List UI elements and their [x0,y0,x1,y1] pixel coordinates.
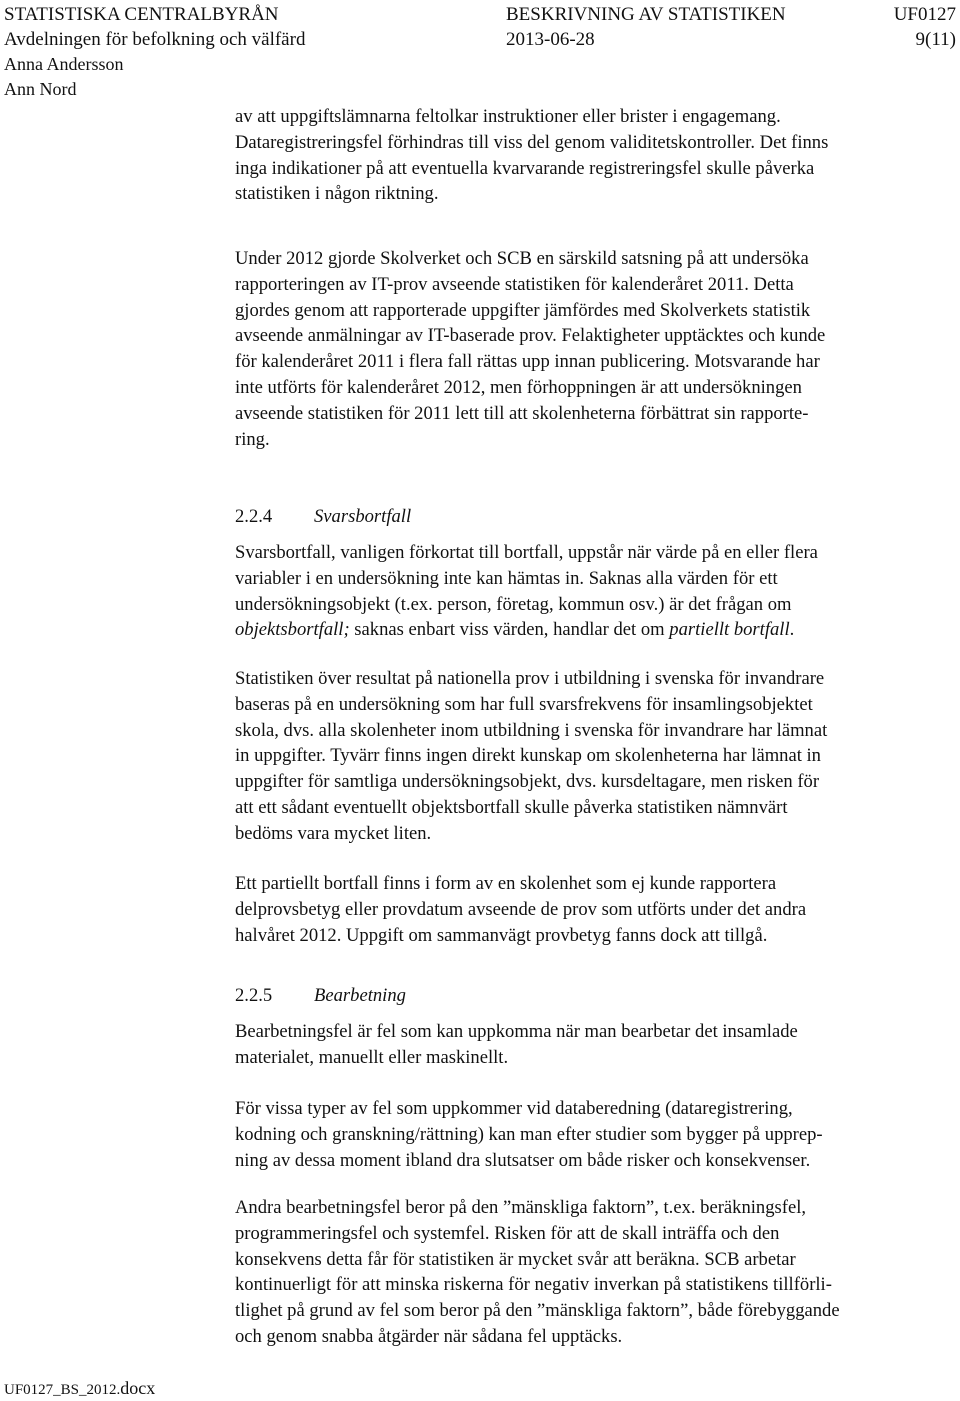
text-line: avseende statistiken för 2011 lett till att skolenheterna förbättrat sin rapporte- [235,402,809,424]
text-line: bedöms vara mycket liten. [235,822,432,844]
text-line: av att uppgiftslämnarna feltolkar instruktioner eller brister i engagemang. [235,106,781,127]
section-heading-bearbetning [235,983,406,1009]
page-footer [4,1378,155,1400]
footer-filename: UF0127_BS_2012. [4,1382,121,1398]
text-line: Ett partiellt bortfall finns i form av en skolenhet som ej kunde rapportera [235,873,777,894]
text-line: skola, dvs. alla skolenheter inom utbildning i svenska för invandrare har lämnat [235,719,828,741]
text-line: materialet, manuellt eller maskinellt. [235,1046,509,1068]
paragraph-databeredning [235,1096,925,1173]
paragraph-partial-dropout [235,871,925,948]
text-line: ning av dessa moment ibland dra slutsatser om både risker och konsekvenser. [235,1149,811,1171]
org-name: STATISTISKA CENTRALBYRÅN [4,4,279,25]
text-line: inga indikationer på att eventuella kvarvarande registreringsfel skulle påverka [235,157,815,179]
doc-date: 2013-06-28 [506,29,595,50]
text-line: Andra bearbetningsfel beror på den ”mänskliga faktorn”, t.ex. beräkningsfel, [235,1197,807,1218]
text-line: inte utförts för kalenderåret 2012, men förhoppningen är att undersökningen [235,376,802,398]
text-line: statistiken i någon riktning. [235,183,439,205]
section-number: 2.2.4 [235,506,273,527]
text-line: programmeringsfel och systemfel. Risken för att de skall inträffa och den [235,1222,780,1244]
text-line: avseende anmälningar av IT-baserade prov. Felaktigheter upptäcktes och kunde [235,325,826,347]
paragraph-full-response [235,666,925,847]
paragraph-human-factor [235,1195,925,1350]
section-title: Svarsbortfall [314,506,412,527]
text-line: Under 2012 gjorde Skolverket och SCB en särskild satsning på att undersöka [235,248,809,269]
term-objektsbortfall: objektsbortfall; [235,619,350,641]
text-line: att ett sådant eventuellt objektsbortfall skulle påverka statistiken nämnvärt [235,796,788,818]
doc-code: UF0127 [893,4,956,25]
page-header [4,2,956,102]
text-line: Svarsbortfall, vanligen förkortat till bortfall, uppstår när värde på en eller flera [235,542,818,563]
footer-extension: docx [120,1378,156,1398]
paragraph-registration-errors [235,104,925,207]
section-number: 2.2.5 [235,985,273,1006]
text-line: kontinuerligt för att minska riskerna för negativ inverkan på statistikens tillförli- [235,1274,832,1296]
text-line: in uppgifter. Tyvärr finns ingen direkt kunskap om skolenheterna har lämnat in [235,745,821,767]
text-line: rapporteringen av IT-prov avseende statistiken för kalenderåret 2011. Detta [235,273,794,295]
text-line: för kalenderåret 2011 i flera fall rättas upp innan publicering. Motsvarande har [235,351,820,373]
department: Avdelningen för befolkning och välfärd [4,29,306,50]
text-line: tlighet på grund av fel som beror på den ”mänskliga faktorn”, både förebyggande [235,1300,840,1322]
text-line: delprovsbetyg eller provdatum avseende de prov som utförts under det andra [235,898,807,920]
text-line: kodning och granskning/rättning) kan man efter studier som bygger på upprep- [235,1123,823,1145]
text-line: uppgifter för samtliga undersökningsobjekt, dvs. kursdeltagare, men risken för [235,771,820,793]
paragraph-bearbetningsfel [235,1019,925,1071]
text-line: konsekvens detta får för statistiken är mycket svår att beräkna. SCB arbetar [235,1248,796,1270]
paragraph-svarsbortfall [235,540,925,643]
text-line: variabler i en undersökning inte kan hämtas in. Saknas alla värden för ett [235,567,778,589]
text-line: gjordes genom att rapporterade uppgifter jämfördes med Skolverkets statistik [235,299,811,321]
text-line: ring. [235,428,270,450]
author-1: Anna Andersson [4,54,124,74]
section-heading-svarsbortfall [235,504,411,530]
paragraph-it-prov [235,246,925,452]
text-line: För vissa typer av fel som uppkommer vid databeredning (dataregistrering, [235,1098,793,1119]
text-line: Statistiken över resultat på nationella prov i utbildning i svenska för invandrare [235,668,825,689]
section-title: Bearbetning [314,985,406,1006]
text-line: Bearbetningsfel är fel som kan uppkomma när man bearbetar det insamlade [235,1021,798,1042]
page-number: 9(11) [915,29,956,50]
doc-type: BESKRIVNING AV STATISTIKEN [506,4,786,25]
text-line: Dataregistreringsfel förhindras till viss del genom validitetskontroller. Det finns [235,131,829,153]
term-partiellt-bortfall: partiellt bortfall [669,619,790,641]
text-line: objektsbortfall; saknas enbart viss värden, handlar det om partiellt bortfall. [235,619,795,641]
text-line: baseras på en undersökning som har full svarsfrekvens för insamlingsobjektet [235,693,813,715]
author-2: Ann Nord [4,79,77,99]
text-line: och genom snabba åtgärder när sådana fel upptäcks. [235,1325,623,1347]
text-line: undersökningsobjekt (t.ex. person, företag, kommun osv.) är det frågan om [235,593,792,615]
text-line: halvåret 2012. Uppgift om sammanvägt provbetyg fanns dock att tillgå. [235,924,768,946]
